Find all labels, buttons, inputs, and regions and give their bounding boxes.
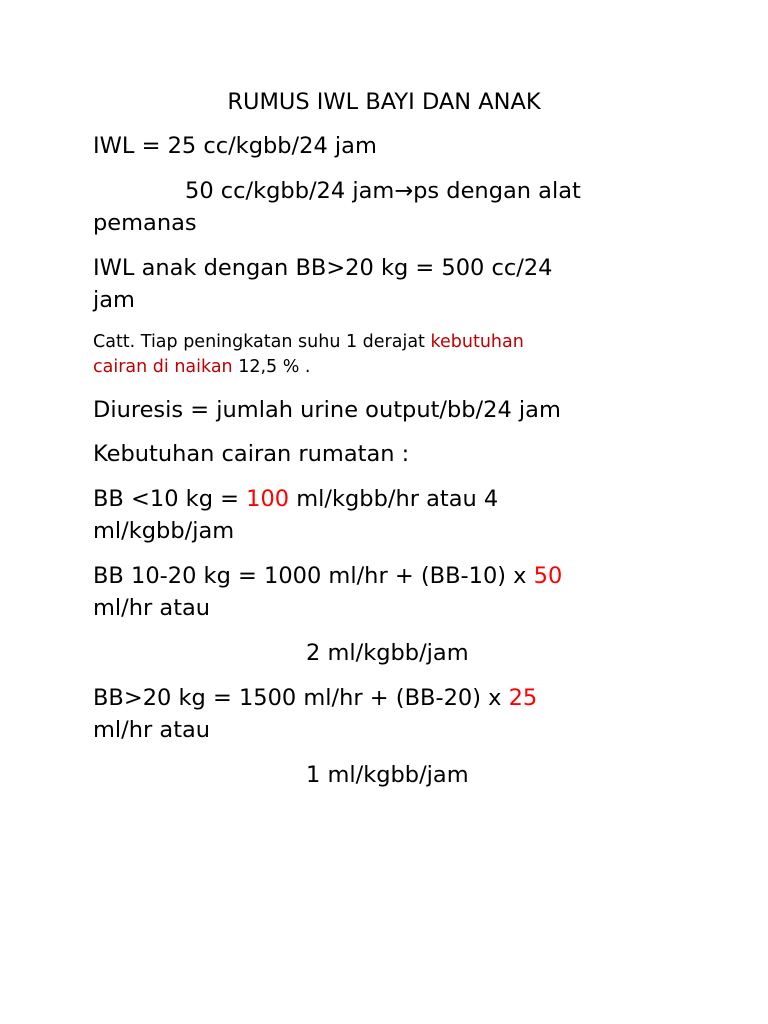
iwl-anak-line-2: jam xyxy=(93,287,135,313)
rumatan-heading: Kebutuhan cairan rumatan : xyxy=(93,441,410,467)
iwl-bayi-line-3: pemanas xyxy=(93,210,197,236)
catatan-highlight-2: cairan di naikan xyxy=(93,357,233,377)
rule3-line-1 xyxy=(93,682,537,714)
rule3-value: 25 xyxy=(508,685,538,711)
rule3-line-3: 1 ml/kgbb/jam xyxy=(306,762,469,788)
rule3-prefix: BB>20 kg = 1500 ml/hr + (BB-20) x xyxy=(93,685,509,711)
diuresis-line: Diuresis = jumlah urine output/bb/24 jam xyxy=(93,397,561,423)
iwl-bayi-line-1: IWL = 25 cc/kgbb/24 jam xyxy=(93,133,377,159)
catatan-percent: 12,5 % . xyxy=(232,357,311,377)
catatan-line-2 xyxy=(93,355,311,380)
rule1-line-1 xyxy=(93,483,498,515)
catatan-highlight-1: kebutuhan xyxy=(430,332,524,352)
rule2-line-1 xyxy=(93,560,562,592)
rule1-value: 100 xyxy=(246,486,290,512)
rule2-line-2: ml/hr atau xyxy=(93,595,211,621)
catatan-text: Catt. Tiap peningkatan suhu 1 derajat xyxy=(93,332,431,352)
rule2-prefix: BB 10-20 kg = 1000 ml/hr + (BB-10) x xyxy=(93,563,534,589)
catatan-line-1 xyxy=(93,330,524,355)
rule1-line-2: ml/kgbb/jam xyxy=(93,518,235,544)
rule2-line-3: 2 ml/kgbb/jam xyxy=(306,640,469,666)
iwl-bayi-line-2: 50 cc/kgbb/24 jam→ps dengan alat xyxy=(185,178,581,204)
rule1-suffix: ml/kgbb/hr atau 4 xyxy=(289,486,499,512)
iwl-anak-line-1: IWL anak dengan BB>20 kg = 500 cc/24 xyxy=(93,255,553,281)
rule2-value: 50 xyxy=(533,563,563,589)
rule1-prefix: BB <10 kg = xyxy=(93,486,247,512)
rule3-line-2: ml/hr atau xyxy=(93,717,211,743)
page-title: RUMUS IWL BAYI DAN ANAK xyxy=(227,89,541,115)
